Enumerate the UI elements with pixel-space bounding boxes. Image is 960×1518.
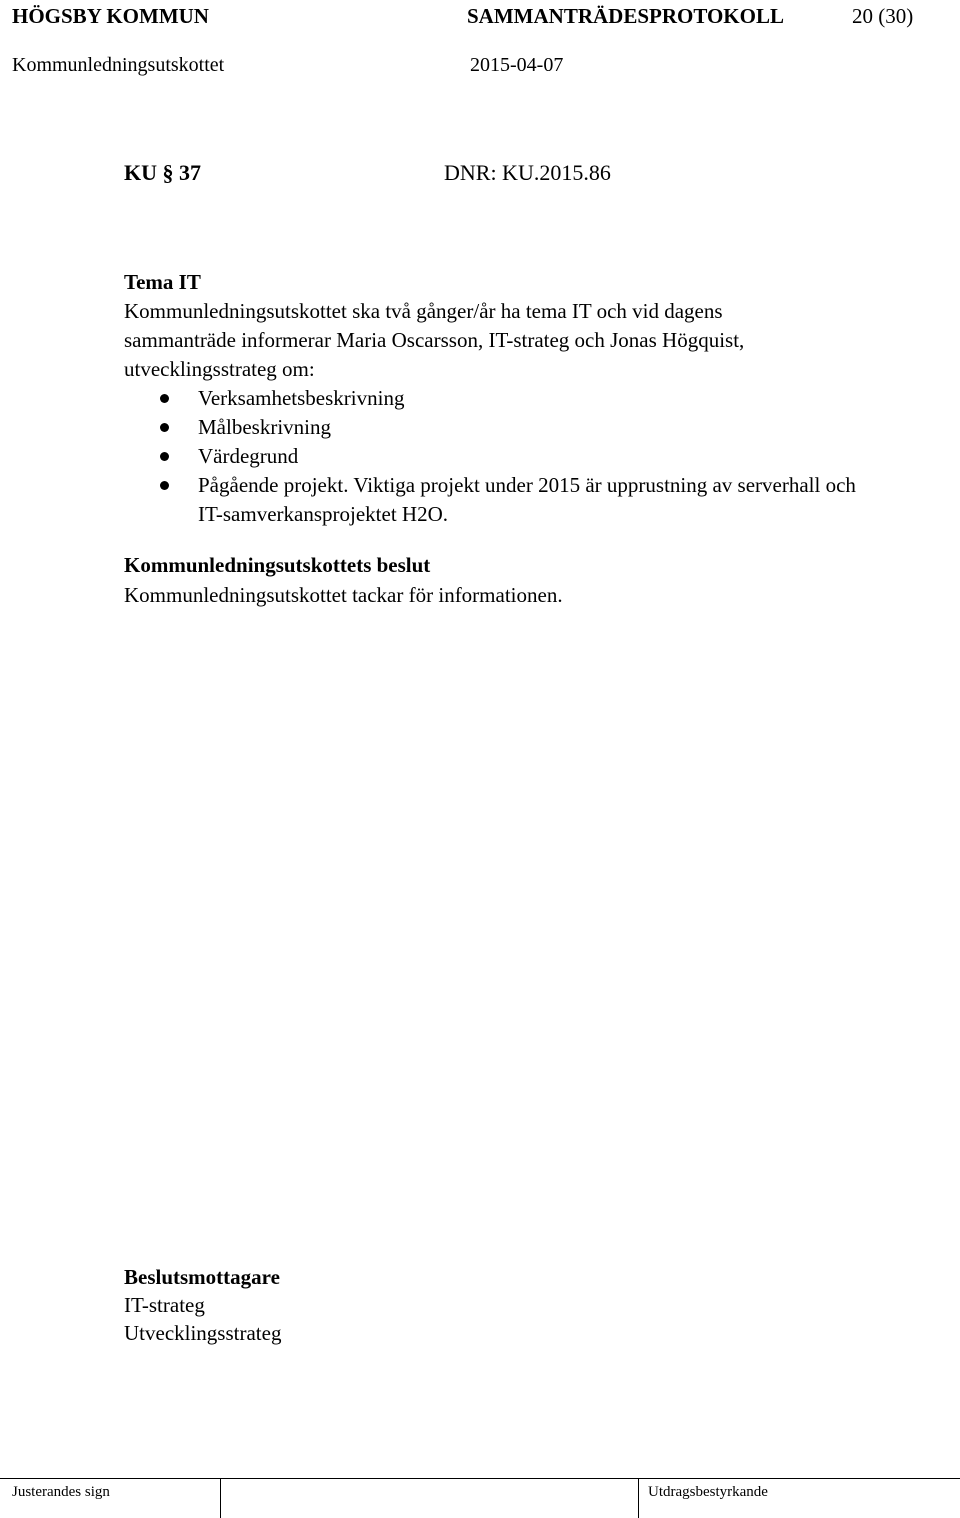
committee-name: Kommunledningsutskottet (12, 54, 225, 76)
diary-number: DNR: KU.2015.86 (444, 160, 611, 185)
decision-text: Kommunledningsutskottet tackar för informationen. (124, 583, 563, 607)
list-item-text: Värdegrund (198, 444, 299, 468)
adjuster-signature-label: Justerandes sign (12, 1484, 110, 1500)
bullet-icon (160, 481, 169, 490)
list-item (158, 384, 878, 413)
list-item-text: Verksamhetsbeskrivning (198, 386, 405, 410)
divider (220, 1479, 221, 1518)
intro-line: sammanträde informerar Maria Oscarsson, IT-strateg och Jonas Högquist, (124, 328, 745, 352)
signature-footer (0, 1478, 960, 1518)
divider (638, 1479, 639, 1518)
list-item (158, 471, 878, 529)
municipality-name: HÖGSBY KOMMUN (12, 4, 209, 28)
bullet-icon (160, 452, 169, 461)
decision-title: Kommunledningsutskottets beslut (124, 553, 431, 577)
recipient-item: Utvecklingsstrateg (124, 1321, 282, 1345)
extract-certification-label: Utdragsbestyrkande (648, 1484, 768, 1500)
list-item-text: Pågående projekt. Viktiga projekt under 2015 är upprustning av serverhall och IT-samverkansprojektet H2O. (198, 473, 856, 526)
paragraph-number: KU § 37 (124, 160, 201, 185)
meeting-date: 2015-04-07 (470, 54, 564, 76)
bullet-icon (160, 423, 169, 432)
list-item-text: Målbeskrivning (198, 415, 331, 439)
section-title: Tema IT (124, 270, 201, 294)
intro-line: utvecklingsstrateg om: (124, 357, 315, 381)
recipient-item: IT-strateg (124, 1293, 205, 1317)
document-type: SAMMANTRÄDESPROTOKOLL (467, 4, 784, 28)
topic-list (158, 384, 878, 529)
page-number: 20 (30) (852, 4, 914, 28)
intro-line: Kommunledningsutskottet ska två gånger/år ha tema IT och vid dagens (124, 299, 723, 323)
recipients-title: Beslutsmottagare (124, 1265, 280, 1289)
list-item (158, 413, 878, 442)
list-item (158, 442, 878, 471)
bullet-icon (160, 394, 169, 403)
